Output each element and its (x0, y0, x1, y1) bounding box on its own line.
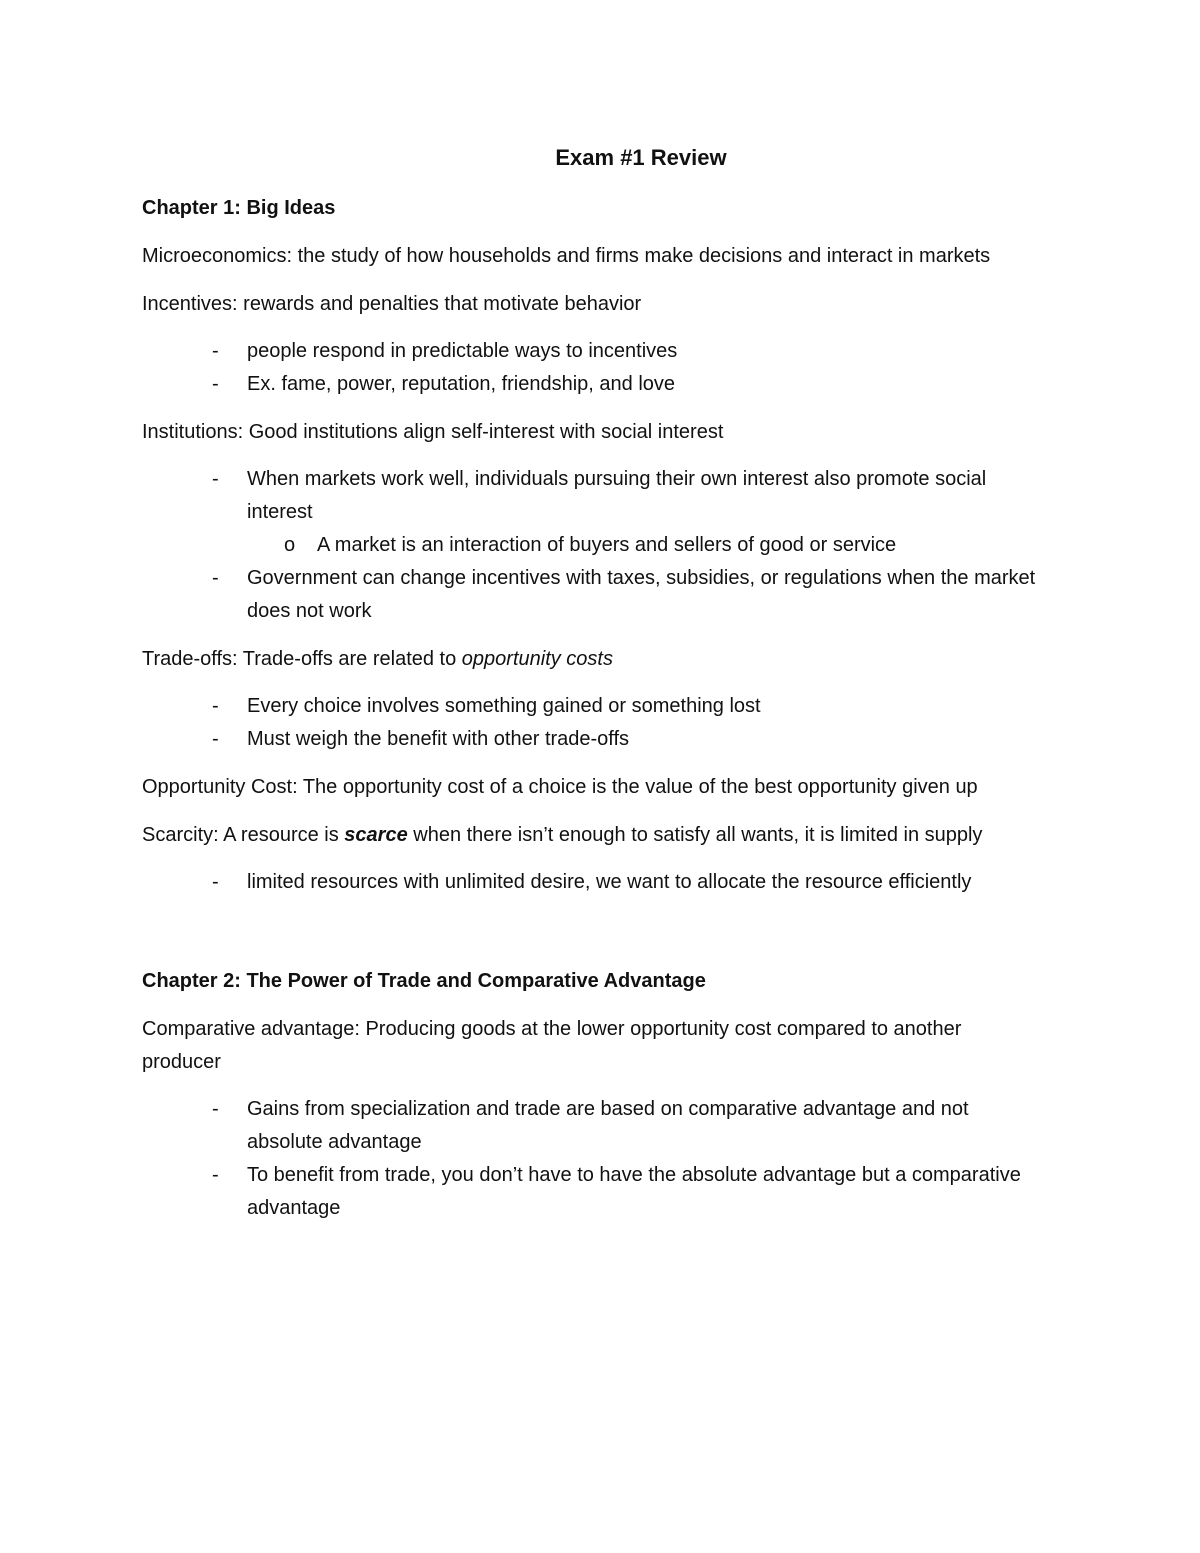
tradeoffs-text: Trade-offs: Trade-offs are related to (142, 648, 462, 670)
list-item-text: Every choice involves something gained or something lost (247, 695, 761, 717)
dash-marker: - (212, 567, 219, 589)
circle-marker: o (284, 534, 296, 556)
scarcity-definition (142, 819, 1042, 852)
institutions-definition: Institutions: Good institutions align self-interest with social interest (142, 421, 724, 443)
scarcity-emphasis-term: scarce (344, 824, 408, 846)
scarcity-list (142, 866, 1042, 899)
dash-marker: - (212, 695, 219, 717)
scarcity-text-rest: when there isn’t enough to satisfy all wants, it is limited in supply (407, 824, 983, 846)
comparative-advantage-definition: Comparative advantage: Producing goods at the lower opportunity cost compared to another producer (142, 1018, 962, 1073)
list-item (142, 1093, 1042, 1159)
list-item (142, 690, 1042, 723)
tradeoffs-definition (142, 643, 1042, 676)
dash-marker: - (212, 373, 219, 395)
chapter-2-heading: Chapter 2: The Power of Trade and Comparative Advantage (142, 970, 706, 992)
list-item-text: Gains from specialization and trade are based on comparative advantage and not absolute advantage (247, 1098, 969, 1153)
dash-marker: - (212, 1098, 219, 1120)
scarcity-text: Scarcity: A resource is (142, 824, 345, 846)
list-item (142, 723, 1042, 756)
dash-marker: - (212, 1164, 219, 1186)
list-item-text: people respond in predictable ways to incentives (247, 340, 678, 362)
dash-marker: - (212, 728, 219, 750)
list-item (142, 463, 1042, 529)
list-item-text: Government can change incentives with taxes, subsidies, or regulations when the market does not work (247, 567, 1036, 622)
incentives-list (142, 335, 1042, 401)
document-title: Exam #1 Review (555, 145, 727, 170)
list-item-text: limited resources with unlimited desire, we want to allocate the resource efficiently (247, 871, 972, 893)
incentives-definition: Incentives: rewards and penalties that motivate behavior (142, 293, 642, 315)
list-item (142, 866, 1042, 899)
list-item (142, 1159, 1042, 1225)
document-page (142, 138, 1042, 1240)
list-item (142, 562, 1042, 628)
list-item-text: Must weigh the benefit with other trade-offs (247, 728, 630, 750)
list-item-text: A market is an interaction of buyers and sellers of good or service (317, 534, 897, 556)
chapter-1-heading: Chapter 1: Big Ideas (142, 197, 336, 219)
microeconomics-definition: Microeconomics: the study of how households and firms make decisions and interact in markets (142, 245, 991, 267)
list-item (142, 368, 1042, 401)
dash-marker: - (212, 468, 219, 490)
dash-marker: - (212, 340, 219, 362)
dash-marker: - (212, 871, 219, 893)
institutions-list (142, 463, 1042, 628)
list-item-text: When markets work well, individuals pursuing their own interest also promote social interest (247, 468, 987, 523)
list-item-text: Ex. fame, power, reputation, friendship, and love (247, 373, 676, 395)
list-item (142, 335, 1042, 368)
tradeoffs-list (142, 690, 1042, 756)
comparative-advantage-list (142, 1093, 1042, 1225)
sub-list-item (142, 529, 1042, 562)
list-item-text: To benefit from trade, you don’t have to have the absolute advantage but a comparative advantage (247, 1164, 1021, 1219)
section-spacer (142, 914, 1042, 964)
opportunity-cost-definition: Opportunity Cost: The opportunity cost of a choice is the value of the best opportunity given up (142, 776, 978, 798)
tradeoffs-italic-term: opportunity costs (461, 648, 613, 670)
